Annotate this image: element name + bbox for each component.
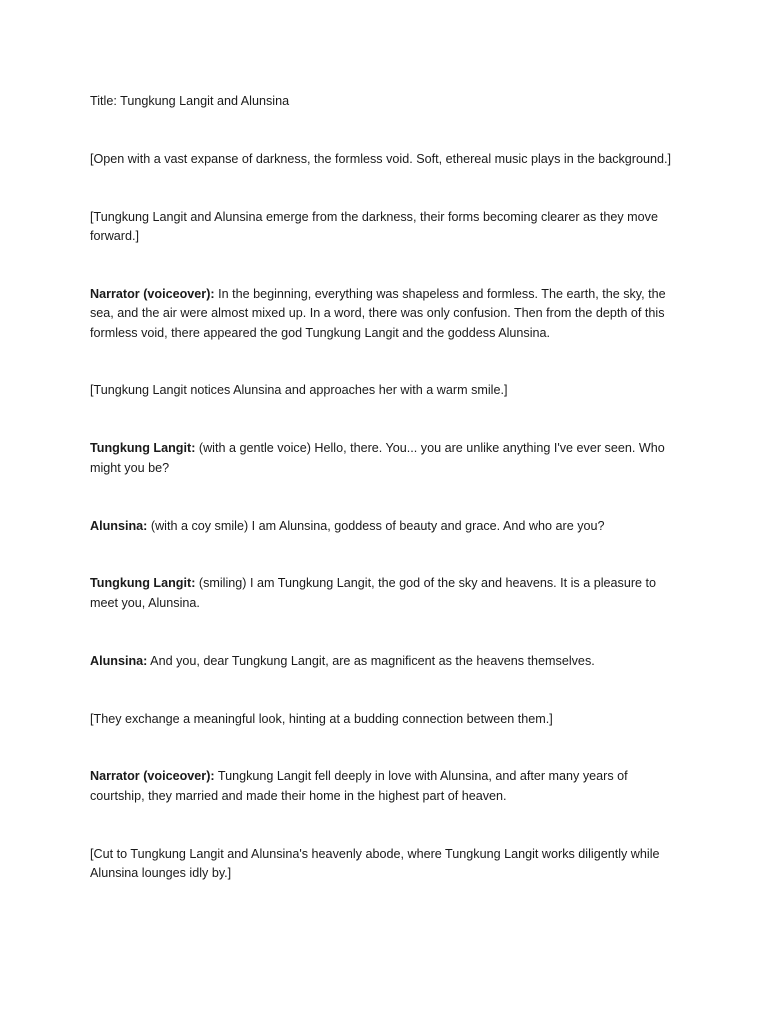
stage-direction (90, 710, 685, 729)
stage-direction (90, 208, 685, 247)
dialogue-line (90, 439, 685, 478)
document-title: Title: Tungkung Langit and Alunsina (90, 94, 290, 108)
stage-direction (90, 150, 685, 169)
paragraph-text: (with a gentle voice) Hello, there. You... you are unlike anything I've ever seen. Who might you be? (90, 441, 665, 475)
speaker-label: Alunsina: (90, 653, 148, 668)
paragraph-text: And you, dear Tungkung Langit, are as magnificent as the heavens themselves. (147, 653, 595, 668)
narrator-line (90, 285, 685, 343)
paragraph-text: (smiling) I am Tungkung Langit, the god of the sky and heavens. It is a pleasure to meet you, Alunsina. (90, 576, 657, 610)
paragraph-text: [They exchange a meaningful look, hinting at a budding connection between them.] (90, 711, 553, 726)
document-body (90, 92, 685, 922)
paragraph-text: [Tungkung Langit notices Alunsina and approaches her with a warm smile.] (90, 383, 508, 398)
dialogue-line (90, 574, 685, 613)
dialogue-line (90, 517, 685, 536)
paragraph-text: In the beginning, everything was shapeless and formless. The earth, the sky, the sea, and the air were almost mixed up. In a word, there was only confusion. Then from the depth of this formless void, there appeared the god Tungkung Langit and the goddess Alunsina. (90, 286, 666, 340)
dialogue-line (90, 652, 685, 671)
paragraph-text: [Open with a vast expanse of darkness, the formless void. Soft, ethereal music plays in the background.] (90, 151, 672, 166)
speaker-label: Tungkung Langit: (90, 576, 196, 591)
paragraph-text: Tungkung Langit fell deeply in love with Alunsina, and after many years of courtship, they married and made their home in the highest part of heaven. (90, 769, 628, 803)
speaker-label: Narrator (voiceover): (90, 769, 215, 784)
paragraph-text: (with a coy smile) I am Alunsina, goddess of beauty and grace. And who are you? (147, 518, 605, 533)
speaker-label: Alunsina: (90, 518, 148, 533)
narrator-line (90, 767, 685, 806)
paragraph-text: [Tungkung Langit and Alunsina emerge from the darkness, their forms becoming clearer as they move forward.] (90, 209, 658, 244)
stage-direction (90, 381, 685, 400)
stage-direction (90, 845, 685, 884)
paragraph-text: [Cut to Tungkung Langit and Alunsina's heavenly abode, where Tungkung Langit works diligently while Alunsina lounges idly by.] (90, 846, 660, 880)
speaker-label: Tungkung Langit: (90, 441, 196, 456)
speaker-label: Narrator (voiceover): (90, 286, 215, 301)
